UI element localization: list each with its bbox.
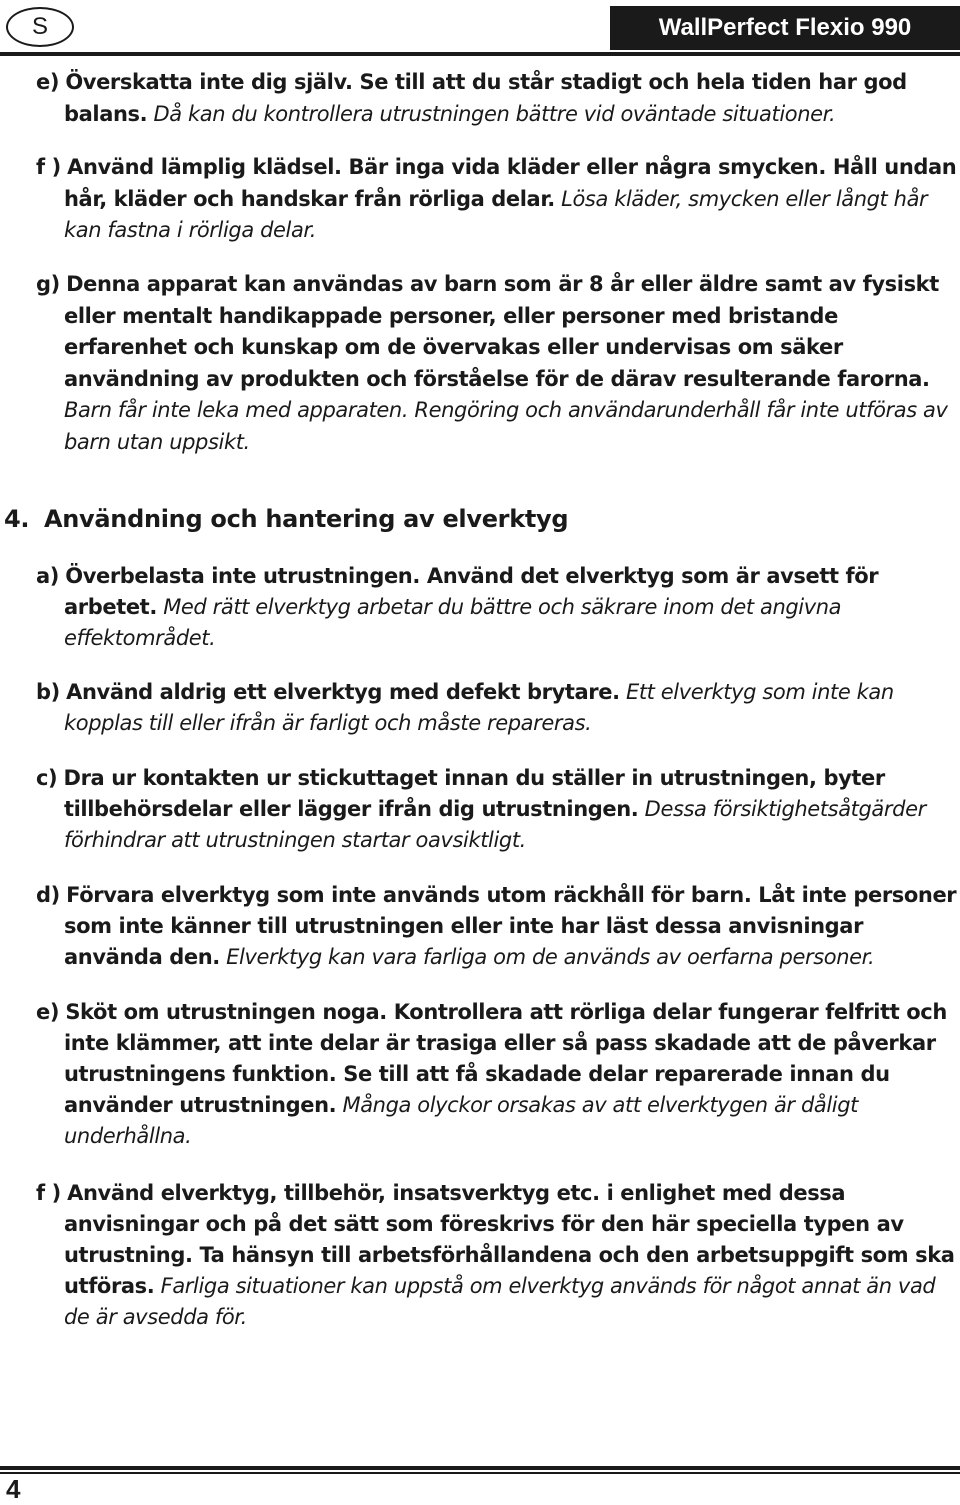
item-label: b) — [36, 680, 60, 704]
item-italic-text: Dessa försiktighetsåtgärder förhindrar att utrustningen startar oavsiktligt. — [64, 797, 926, 852]
item-italic-text: Ett elverktyg som inte kan kopplas till eller ifrån är farligt och måste repareras. — [64, 680, 894, 735]
item-label: e) — [36, 1000, 60, 1024]
usage-item-a — [36, 561, 958, 654]
item-label: e) — [36, 70, 60, 94]
item-label: a) — [36, 564, 59, 588]
usage-item-d — [36, 880, 958, 973]
footer-rule — [0, 1466, 960, 1470]
item-bold-text: Använd elverktyg, tillbehör, insatsverktyg etc. i enlighet med dessa anvisningar och på det sätt som föreskrivs för den här speciella typen av utrustning. Ta hänsyn till arbetsförhållandena och den arbetsuppgift som ska utföras. — [64, 1181, 955, 1298]
footer-rule-thin — [0, 1472, 960, 1474]
usage-item-c — [36, 763, 958, 856]
item-bold-text: Förvara elverktyg som inte används utom räckhåll för barn. Låt inte personer som inte känner till utrustningen eller inte har läst dessa anvisningar använda den. — [64, 883, 957, 969]
page-number: 4 — [6, 1474, 21, 1504]
safety-item-f — [36, 152, 958, 247]
item-bold-text: Använd lämplig klädsel. Bär inga vida kläder eller några smycken. Håll undan hår, kläder och handskar från rörliga delar. — [64, 155, 957, 211]
item-italic-text: Lösa kläder, smycken eller långt hår kan fastna i rörliga delar. — [64, 186, 928, 242]
item-label: c) — [36, 766, 58, 790]
item-italic-text: Farliga situationer kan uppstå om elverktyg används för något annat än vad de är avsedda för. — [64, 1274, 936, 1329]
section-heading — [4, 505, 568, 533]
section-number: 4. — [4, 505, 30, 533]
item-label: d) — [36, 883, 60, 907]
header-rule — [0, 52, 960, 56]
usage-item-e — [36, 997, 958, 1152]
item-bold-text: Överbelasta inte utrustningen. Använd det elverktyg som är avsett för arbetet. — [64, 564, 879, 619]
safety-item-e — [36, 67, 958, 130]
item-italic-text: Med rätt elverktyg arbetar du bättre och säkrare inom det angivna effektområdet. — [64, 595, 842, 650]
item-italic-text: Barn får inte leka med apparaten. Rengöring och användarunderhåll får inte utföras av barn utan uppsikt. — [64, 398, 948, 454]
item-bold-text: Använd aldrig ett elverktyg med defekt brytare. — [66, 680, 620, 704]
item-label: f ) — [36, 1181, 61, 1205]
section-title: Användning och hantering av elverktyg — [44, 505, 569, 533]
item-italic-text: Elverktyg kan vara farliga om de används av oerfarna personer. — [226, 945, 875, 969]
item-italic-text: Då kan du kontrollera utrustningen bättre vid oväntade situationer. — [153, 101, 836, 126]
usage-item-b — [36, 677, 958, 739]
item-italic-text: Många olyckor orsakas av att elverktygen är dåligt underhållna. — [64, 1093, 858, 1148]
item-bold-text: Denna apparat kan användas av barn som är 8 år eller äldre samt av fysiskt eller mentalt handikappade personer, eller personer med bristande erfarenhet och kunskap om de övervakas eller undervisas om säker användning av produkten och förståelse för de därav resulterande farorna. — [64, 272, 939, 391]
product-title: WallPerfect Flexio 990 — [610, 6, 960, 50]
language-badge: S — [6, 7, 74, 47]
item-label: g) — [36, 272, 60, 296]
usage-item-f — [36, 1178, 958, 1333]
item-bold-text: Sköt om utrustningen noga. Kontrollera att rörliga delar fungerar felfritt och inte klämmer, att inte delar är trasiga eller så pass skadade att de påverkar utrustningens funktion. Se till att få skadade delar reparerade innan du använder utrustningen. — [64, 1000, 947, 1117]
item-bold-text: Dra ur kontakten ur stickuttaget innan du ställer in utrustningen, byter tillbehörsdelar eller lägger ifrån dig utrustningen. — [63, 766, 885, 821]
item-label: f ) — [36, 155, 61, 179]
safety-item-g — [36, 269, 958, 458]
item-bold-text: Överskatta inte dig själv. Se till att du står stadigt och hela tiden har god balans. — [64, 70, 907, 126]
